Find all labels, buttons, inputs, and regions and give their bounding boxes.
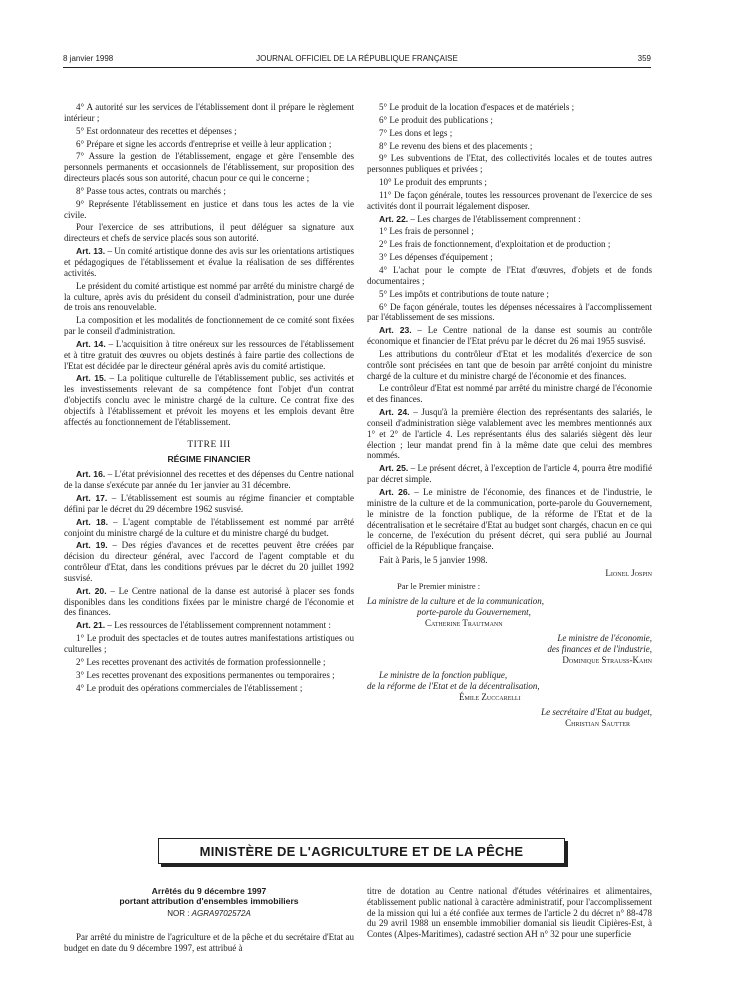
article-15 — [64, 373, 354, 427]
article-label: Art. 18. — [76, 516, 108, 527]
article-17 — [64, 493, 354, 515]
article-text: – L'établissement est soumis au régime financier et comptable défini par le décret du 29 décembre 1962 susvisé. — [64, 493, 354, 514]
signature-place-date: Fait à Paris, le 5 janvier 1998. — [379, 555, 488, 566]
arrete-subject: portant attribution d'ensembles immobiliers — [119, 896, 299, 906]
article-23 — [367, 325, 652, 347]
article-label: Art. 21. — [76, 620, 106, 631]
page-header — [63, 54, 651, 66]
article-26 — [367, 487, 652, 552]
list-item: 1° Les frais de personnel ; — [379, 226, 474, 237]
article-21 — [64, 620, 354, 631]
arrete-date: Arrêtés du 9 décembre 1997 — [151, 886, 267, 896]
signatory-title: de la réforme de l'Etat et de la décentralisation, — [367, 680, 540, 691]
paragraph: Le président du comité artistique est nommé par arrêté du ministre chargé de la culture, après avis du président du conseil d'administration, pour une durée de trois ans renouvelable. — [64, 280, 354, 313]
nor-code: AGRA9702572A — [191, 909, 251, 918]
by-prime-minister: Par le Premier ministre : — [397, 580, 481, 591]
arrete-body-left: Par arrêté du ministre de l'agriculture et de la pêche et du secrétaire d'Etat au budget en date du 9 décembre 1997, est attribué à — [64, 932, 354, 953]
article-text: – L'état prévisionnel des recettes et des dépenses du Centre national de la danse s'exécute par année du 1er janvier au 31 décembre. — [64, 469, 354, 491]
left-column — [64, 102, 354, 695]
prime-minister-name: Lionel Jospin — [605, 567, 652, 578]
article-text: – La politique culturelle de l'établissement public, ses activités et les investissements relevant de sa compétence font l'objet d'un contrat d'objectifs conclu avec le ministre chargé de la culture. Ce contrat fixe des objectifs à l'établissement et prévoit les moyens et les emplois devant être affectés au fonctionnement de l'établissement. — [64, 373, 354, 427]
article-20 — [64, 586, 354, 619]
signatory-name: Catherine Trautmann — [425, 617, 503, 628]
article-label: Art. 14. — [76, 338, 106, 349]
article-label: Art. 22. — [379, 213, 409, 224]
paragraph: Le contrôleur d'Etat est nommé par arrêté du ministre chargé de l'économie et des finances. — [367, 383, 652, 405]
signatory-name: Émile Zuccarelli — [459, 691, 521, 702]
article-22 — [367, 214, 652, 225]
list-item: 5° Le produit de la location d'espaces et de matériels ; — [379, 102, 575, 112]
paragraph: Les attributions du contrôleur d'Etat et les modalités d'exercice de son contrôle sont précisées en tant que de besoin par arrêté conjoint du ministre chargé de la culture et du ministre chargé de l'économie et des finances. — [367, 348, 652, 381]
article-label: Art. 19. — [76, 540, 108, 551]
article-text: – L'acquisition à titre onéreux sur les ressources de l'établissement et à titre gratuit des œuvres ou objets destinés à faire partie des collections de l'Etat est décidée par le directeur général après avis du comité artistique. — [64, 338, 354, 371]
arrete-heading — [64, 886, 354, 918]
article-25 — [367, 463, 652, 485]
article-24 — [367, 407, 652, 461]
section-title — [64, 440, 354, 466]
nor-reference — [64, 909, 354, 918]
article-18 — [64, 517, 354, 539]
article-label: Art. 16. — [76, 469, 106, 480]
list-item: 5° Les impôts et contributions de toute nature ; — [379, 288, 549, 299]
article-label: Art. 26. — [379, 487, 411, 497]
signatory-name: Dominique Strauss-Kahn — [562, 654, 652, 665]
list-item: 2° Les recettes provenant des activités de formation professionnelle ; — [76, 656, 326, 667]
ministry-title: MINISTÈRE DE L'AGRICULTURE ET DE LA PÊCHE — [199, 843, 524, 859]
list-item: 9° Les subventions de l'Etat, des collectivités locales et de toutes autres personnes publiques et privées ; — [367, 153, 652, 175]
list-item: 10° Le produit des emprunts ; — [379, 177, 487, 188]
list-item: 3° Les dépenses d'équipement ; — [379, 252, 493, 263]
signatory-title: Le secrétaire d'Etat au budget, — [541, 706, 652, 717]
article-text: – Le Centre national de la danse est soumis au contrôle économique et financier de l'Etat prévu par le décret du 26 mai 1955 susvisé. — [367, 325, 652, 347]
paragraph: 7° Assure la gestion de l'établissement, engage et gère l'ensemble des personnels permanents et occasionnels de l'établissement, sur proposition des directeurs placés sous son autorité, chacun pour ce qui le concerne ; — [64, 151, 354, 184]
paragraph: 4° A autorité sur les services de l'établissement dont il prépare le règlement intérieur ; — [64, 102, 354, 123]
signatory-name: Christian Sautter — [565, 717, 630, 728]
paragraph: 8° Passe tous actes, contrats ou marchés ; — [76, 185, 226, 196]
article-text: – Les charges de l'établissement comprennent : — [408, 213, 581, 224]
article-label: Art. 23. — [379, 325, 412, 336]
article-text: – Le Centre national de la danse est autorisé à placer ses fonds disponibles dans les conditions fixées par le ministre chargé de l'économie et des finances. — [64, 585, 354, 618]
list-item: 6° Le produit des publications ; — [379, 114, 493, 125]
article-14 — [64, 339, 354, 372]
article-text: – Des régies d'avances et de recettes peuvent être créées par décision du directeur général, avec l'accord de l'agent comptable et du contrôleur d'Etat, dans les conditions prévues par le décret du 20 juillet 1992 susvisé. — [64, 540, 354, 583]
article-text: – Jusqu'à la première élection des représentants des salariés, le conseil d'administration siège valablement avec les membres mentionnés aux 1° et 2° de l'article 4. Les représentants élus des salariés siègent dès leur élection ; leur mandat prend fin à la même date que celui des membres nommés. — [367, 407, 652, 461]
header-rule — [63, 67, 651, 68]
title-number: TITRE III — [187, 439, 231, 450]
article-label: Art. 25. — [379, 463, 409, 474]
paragraph: 5° Est ordonnateur des recettes et dépenses ; — [76, 125, 237, 136]
list-item: 11° De façon générale, toutes les ressources provenant de l'exercice de ses activités dont il pourrait légalement disposer. — [367, 189, 652, 211]
signatory-title: porte-parole du Gouvernement, — [417, 606, 531, 617]
article-label: Art. 24. — [379, 407, 410, 418]
paragraph: La composition et les modalités de fonctionnement de ce comité sont fixées par le conseil d'administration. — [64, 315, 354, 337]
list-item: 2° Les frais de fonctionnement, d'exploitation et de production ; — [379, 239, 611, 250]
nor-label: NOR : — [167, 909, 192, 918]
header-date: 8 janvier 1998 — [63, 54, 114, 63]
article-label: Art. 13. — [76, 246, 106, 257]
article-text: – Le présent décret, à l'exception de l'article 4, pourra être modifié par décret simple. — [367, 463, 652, 485]
paragraph: 9° Représente l'établissement en justice et dans tous les actes de la vie civile. — [64, 198, 354, 220]
signatory-title: La ministre de la culture et de la communication, — [367, 595, 545, 606]
signatory-title: des finances et de l'industrie, — [547, 643, 652, 654]
list-item: 3° Les recettes provenant des expositions permanentes ou temporaires ; — [76, 669, 335, 680]
list-item: 8° Le revenu des biens et des placements ; — [379, 140, 533, 151]
right-column — [367, 102, 652, 729]
signatory-title: Le ministre de la fonction publique, — [379, 669, 508, 680]
article-label: Art. 20. — [76, 585, 107, 596]
article-text: – L'agent comptable de l'établissement est nommé par arrêté conjoint du ministre chargé de la culture et du ministre chargé du budget. — [64, 516, 354, 538]
signatory-title: Le ministre de l'économie, — [557, 632, 652, 643]
paragraph: 6° Prépare et signe les accords d'entreprise et veille à leur application ; — [76, 138, 332, 149]
article-16 — [64, 469, 354, 491]
list-item: 7° Les dons et legs ; — [379, 127, 453, 138]
list-item: 1° Le produit des spectacles et de toutes autres manifestations artistiques ou culturelles ; — [64, 633, 354, 654]
article-label: Art. 17. — [76, 493, 108, 503]
header-page-number: 359 — [637, 54, 651, 63]
list-item: 4° Le produit des opérations commerciales de l'établissement ; — [76, 682, 303, 693]
signatures — [367, 568, 652, 729]
article-label: Art. 15. — [76, 373, 107, 384]
list-item: 6° De façon générale, toutes les dépenses nécessaires à l'accomplissement par l'établissement de ses missions. — [367, 301, 652, 323]
article-text: – Un comité artistique donne des avis sur les orientations artistiques et pédagogiques de l'établissement et évalue la réalisation de ses différentes activités. — [64, 246, 354, 278]
article-text: – Les ressources de l'établissement comprennent notamment : — [105, 620, 331, 631]
header-journal-title: JOURNAL OFFICIEL DE LA RÉPUBLIQUE FRANÇAISE — [256, 54, 458, 63]
article-19 — [64, 540, 354, 583]
paragraph: Pour l'exercice de ses attributions, il peut déléguer sa signature aux directeurs et chefs de service placés sous son autorité. — [64, 222, 354, 244]
article-13 — [64, 246, 354, 279]
arrete-body-right: titre de dotation au Centre national d'études vétérinaires et alimentaires, établissement public national à caractère administratif, pour l'accomplissement de la mission qui lui a été confiée aux termes de l'article 2 du décret n° 88-478 du 29 avril 1988 un ensemble immobilier domanial sis lieudit Cipières-Est, à Contes (Alpes-Maritimes), cadastré section AH n° 32 pour une superficie — [367, 886, 652, 940]
list-item: 4° L'achat pour le compte de l'Etat d'œuvres, d'objets et de fonds documentaires ; — [367, 264, 652, 286]
title-heading: RÉGIME FINANCIER — [167, 454, 251, 465]
ministry-banner — [158, 838, 565, 864]
article-text: – Le ministre de l'économie, des finances et de l'industrie, le ministre de la culture et de la communication, porte-parole du Gouvernement, le ministre de la fonction publique, de la réforme de l'Etat et de la décentralisation et le secrétaire d'Etat au budget sont chargés, chacun en ce qui le concerne, de l'exécution du présent décret, qui sera publié au Journal officiel de la République française. — [367, 487, 652, 552]
